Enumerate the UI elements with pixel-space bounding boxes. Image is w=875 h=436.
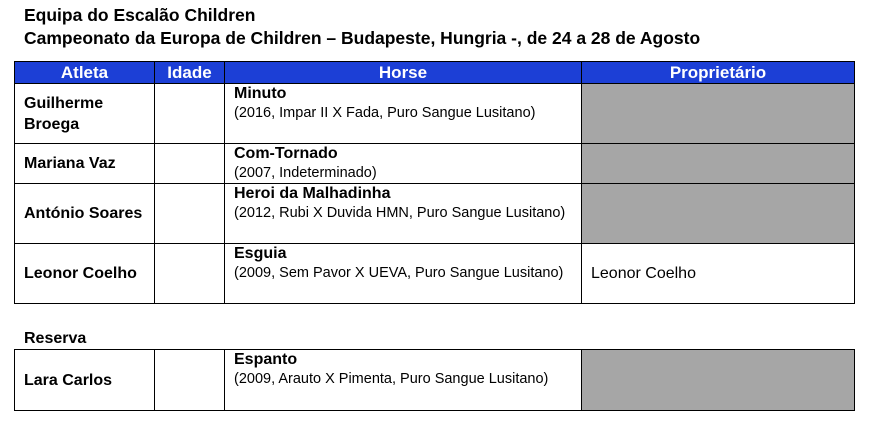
- athlete-cell: Guilherme Broega: [15, 84, 155, 144]
- horse-name: Com-Tornado: [234, 145, 338, 162]
- table-row: [15, 350, 855, 411]
- horse-cell: [225, 144, 582, 184]
- reserve-heading: Reserva: [24, 330, 87, 347]
- horse-info: (2009, Arauto X Pimenta, Puro Sangue Lusitano): [234, 371, 549, 387]
- owner-cell-empty: [582, 84, 855, 144]
- age-cell: [155, 84, 225, 144]
- horse-cell: [225, 184, 582, 244]
- header-athlete: Atleta: [15, 62, 155, 84]
- age-cell: [155, 184, 225, 244]
- document-title: Equipa do Escalão Children: [24, 5, 256, 25]
- owner-cell-empty: [582, 144, 855, 184]
- horse-cell: [225, 84, 582, 144]
- horse-cell: [225, 244, 582, 304]
- horse-name: Esguia: [234, 245, 287, 262]
- age-cell: [155, 350, 225, 411]
- document-subtitle: Campeonato da Europa de Children – Budapeste, Hungria -, de 24 a 28 de Agosto: [24, 28, 701, 48]
- team-table: [14, 61, 855, 304]
- owner-cell-empty: [582, 184, 855, 244]
- owner-cell: Leonor Coelho: [582, 244, 855, 304]
- header-age: Idade: [155, 62, 225, 84]
- horse-name: Espanto: [234, 351, 298, 368]
- age-cell: [155, 144, 225, 184]
- reserve-table: [14, 349, 855, 411]
- table-row: [15, 244, 855, 304]
- athlete-cell: Leonor Coelho: [15, 244, 155, 304]
- horse-cell: [225, 350, 582, 411]
- athlete-cell: António Soares: [15, 184, 155, 244]
- athlete-cell: Lara Carlos: [15, 350, 155, 411]
- table-header-row: [15, 62, 855, 84]
- age-cell: [155, 244, 225, 304]
- owner-cell-empty: [582, 350, 855, 411]
- header-owner: Proprietário: [582, 62, 855, 84]
- horse-name: Heroi da Malhadinha: [234, 185, 391, 202]
- table-row: [15, 84, 855, 144]
- table-row: [15, 184, 855, 244]
- horse-info: (2016, Impar II X Fada, Puro Sangue Lusitano): [234, 105, 536, 121]
- horse-info: (2007, Indeterminado): [234, 165, 377, 181]
- horse-name: Minuto: [234, 85, 287, 102]
- table-row: [15, 144, 855, 184]
- header-horse: Horse: [225, 62, 582, 84]
- athlete-cell: Mariana Vaz: [15, 144, 155, 184]
- horse-info: (2009, Sem Pavor X UEVA, Puro Sangue Lusitano): [234, 265, 564, 281]
- horse-info: (2012, Rubi X Duvida HMN, Puro Sangue Lusitano): [234, 205, 566, 221]
